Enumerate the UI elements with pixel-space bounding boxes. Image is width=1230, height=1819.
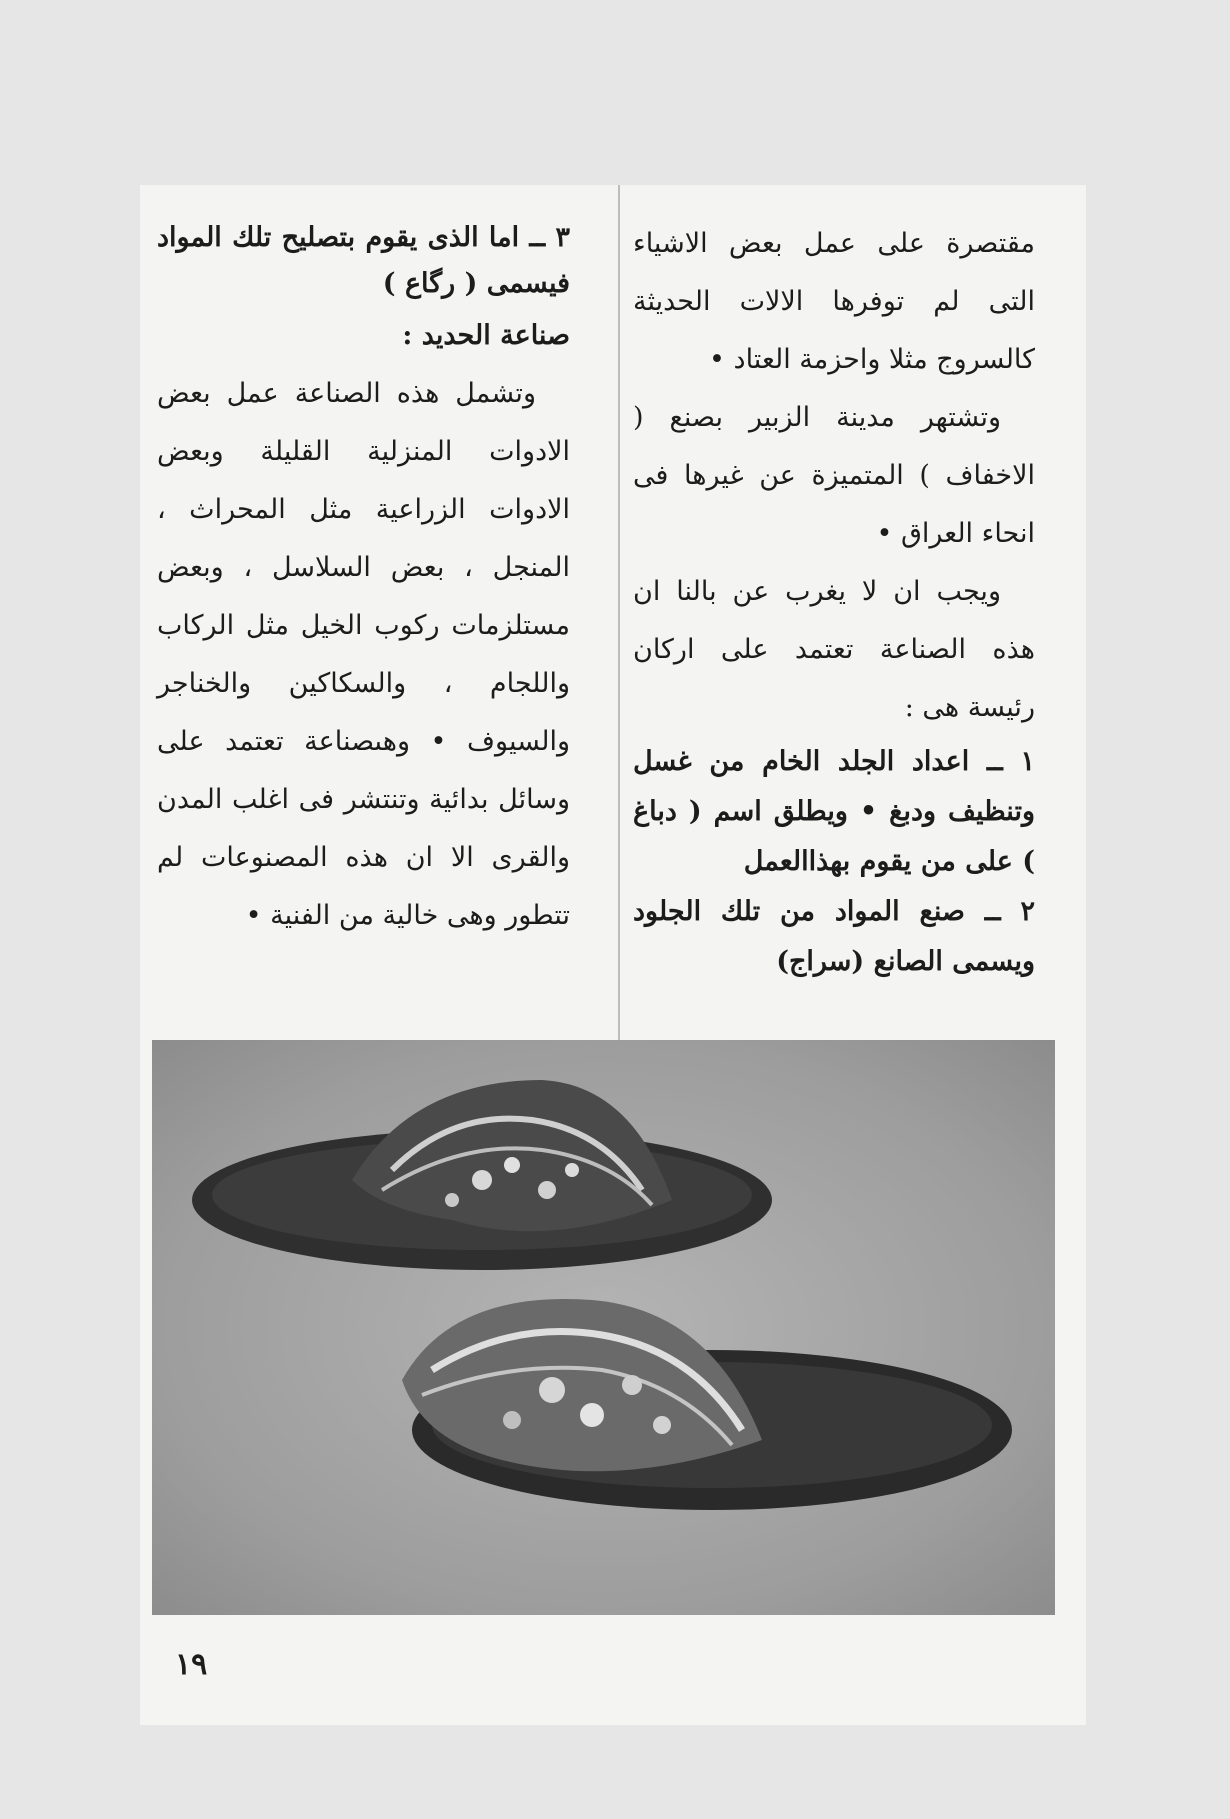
lower-slipper-image bbox=[402, 1299, 1012, 1510]
paragraph: وتشتهر مدينة الزبير بصنع ( الاخفاف ) المتميزة عن غيرها فى انحاء العراق • bbox=[633, 402, 1035, 549]
left-text-column bbox=[157, 215, 570, 945]
list-item-1: ١ ــ اعداد الجلد الخام من غسل وتنظيف ودبغ • ويطلق اسم ( دباغ ) على من يقوم بهذاالعمل bbox=[633, 746, 1035, 877]
paragraph: ويجب ان لا يغرب عن بالنا ان هذه الصناعة تعتمد على اركان رئيسة هى : bbox=[633, 576, 1035, 723]
paragraph: وتشمل هذه الصناعة عمل بعض الادوات المنزلية القليلة وبعض الادوات الزراعية مثل المحراث ، المنجل ، بعض السلاسل ، وبعض مستلزمات ركوب الخيل مثل الركاب واللجام ، والسكاكين والخناجر والسيوف • وهىصناعة تعتمد على وسائل بدائية وتنتشر فى اغلب المدن والقرى الا ان هذه المصنوعات لم تتطور وهى خالية من الفنية • bbox=[157, 378, 570, 931]
page-number: ١٩ bbox=[175, 1647, 208, 1682]
slippers-photo bbox=[152, 1040, 1055, 1615]
section-heading: صناعة الحديد : bbox=[402, 320, 570, 351]
book-page bbox=[140, 185, 1086, 1725]
paragraph: مقتصرة على عمل بعض الاشياء التى لم توفرها الالات الحديثة كالسروج مثلا واحزمة العتاد • bbox=[633, 228, 1035, 375]
list-item-2: ٢ ــ صنع المواد من تلك الجلود ويسمى الصانع (سراج) bbox=[633, 896, 1035, 977]
column-divider bbox=[618, 185, 620, 1040]
list-item-3: ٣ ــ اما الذى يقوم بتصليح تلك المواد فيسمى ( رگاع ) bbox=[157, 222, 570, 299]
right-text-column bbox=[633, 215, 1035, 987]
upper-slipper-image bbox=[192, 1080, 772, 1270]
